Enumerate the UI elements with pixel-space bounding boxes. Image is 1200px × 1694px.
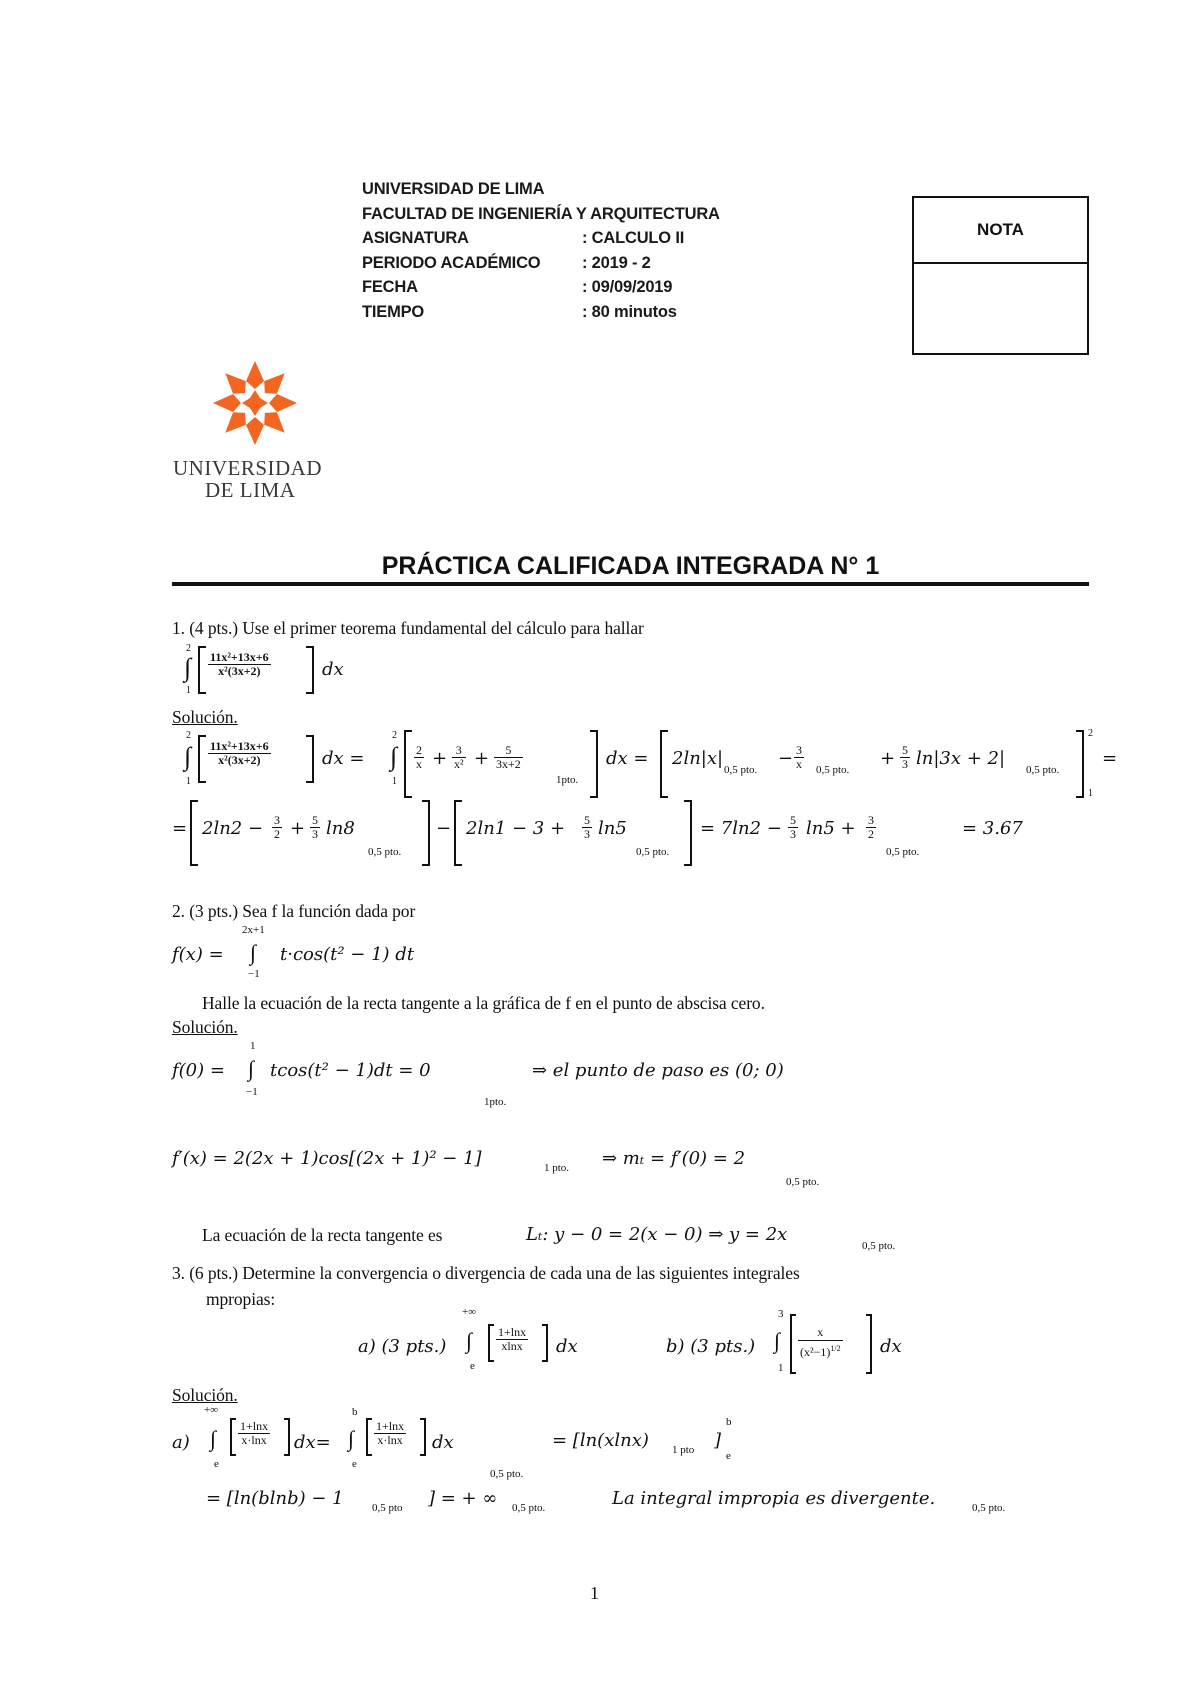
title-rule xyxy=(172,582,1089,586)
q2-f0-line: 1 f(0) = ∫ −1 tcos(t² − 1)dt = 0 1pto. ⇒ el punto de paso es (0; 0) xyxy=(172,1040,784,1108)
q2-tangent-intro: La ecuación de la recta tangente es xyxy=(202,1225,443,1245)
q2-task: Halle la ecuación de la recta tangente a la gráfica de f en el punto de abscisa cero. xyxy=(202,993,765,1013)
q2-lower-limit: −1 xyxy=(248,968,260,980)
q2-tangent-equation: Lₜ: y − 0 = 2(x − 0) ⇒ y = 2x xyxy=(526,1224,788,1245)
q2-derivative: f′(x) = 2(2x + 1)cos[(2x + 1)² − 1] xyxy=(172,1148,482,1169)
header-info xyxy=(362,177,720,325)
logo-line-2: DE LIMA xyxy=(205,478,296,502)
grade-box xyxy=(912,196,1089,355)
q2-tangent-line: La ecuación de la recta tangente es Lₜ: y − 0 = 2(x − 0) ⇒ y = 2x 0,5 pto. xyxy=(202,1224,896,1252)
q2-point-note: ⇒ el punto de paso es (0; 0) xyxy=(532,1060,784,1081)
logo-line-1: UNIVERSIDAD xyxy=(173,456,322,480)
q2-solution-label: Solución. xyxy=(172,1017,238,1037)
date-value: : 09/09/2019 xyxy=(582,278,673,297)
q3-statement-1: 3. (6 pts.) Determine la convergencia o divergencia de cada una de las siguientes integrales xyxy=(172,1263,800,1283)
time-label: TIEMPO xyxy=(362,302,425,321)
q3-solution-line-2: = [ln(blnb) − 1 0,5 pto ] = + ∞ 0,5 pto. La integral impropia es divergente. 0,5 pto. xyxy=(206,1488,1006,1514)
q3-solution-label: Solución. xyxy=(172,1385,238,1405)
q1-solution-line-2: = 2ln2 − $\frac{3}{2}$ + $\frac{5}{3}$ ln8 0,5 pto. − 2ln1 − 3 + $\frac{5}{3}$ ln5 0,5 pto. = 7ln2 − $\frac{5}{3}$ ln5 + $\frac{3}{2}$ 0,5 pto. = 3.67 xyxy=(172,800,1172,872)
q2-upper-limit: 2x+1 xyxy=(242,924,265,936)
time-value: : 80 minutos xyxy=(582,302,677,321)
q1-solution-line-1: 2 ∫ 1 $\frac{\text{11x²+13x+6}}{\text{x²(3x+2)}}$ dx = 2 ∫ 1 $\frac{2}{x}$ + $\frac{3}{\text{x²}}$ + $\frac{5}{3x+2}$ 1pto. dx = 2ln|x| 0,5 pto. − $\frac{3}{x}$ 0,5 pto. + $\frac{5}{3}$ ln|3x + 2| 0,5 pto. 2 1 = xyxy=(184,728,1118,799)
q1-numerator: 11x²+13x+6 xyxy=(210,650,269,664)
period-value: : 2019 - 2 xyxy=(582,253,651,272)
q3-a-denominator: xlnx xyxy=(501,1339,523,1353)
q1-solution-label: Solución. xyxy=(172,707,238,727)
faculty-name: FACULTAD DE INGENIERÍA Y ARQUITECTURA xyxy=(362,204,720,223)
q2-statement: 2. (3 pts.) Sea f la función dada por xyxy=(172,901,416,921)
q2-function-definition: 2x+1 f(x) = ∫ −1 t·cos(t² − 1) dt xyxy=(172,924,415,980)
q3-integrals: a) (3 pts.) +∞ ∫ e $\frac{1+\ln x}{xlnx}$ dx b) (3 pts.) 3 ∫ 1 $\frac{x}{(x^2-1)^{1/2}}$ dx xyxy=(358,1306,902,1374)
q3-b-numerator: x xyxy=(798,1324,843,1341)
page-number: 1 xyxy=(590,1583,599,1603)
date-label: FECHA xyxy=(362,278,418,297)
q3-a-numerator: 1+lnx xyxy=(498,1325,527,1339)
period-label: PERIODO ACADÉMICO xyxy=(362,253,541,272)
q3-statement-2: mpropias: xyxy=(206,1289,276,1309)
q1-denominator: x²(3x+2) xyxy=(218,664,261,678)
course-value: : CALCULO II xyxy=(582,229,685,248)
course-label: ASIGNATURA xyxy=(362,229,469,248)
q1-statement: 1. (4 pts.) Use el primer teorema fundamental del cálculo para hallar xyxy=(172,618,644,638)
exam-title: PRÁCTICA CALIFICADA INTEGRADA N° 1 xyxy=(381,552,880,580)
q3-solution-line-1: a) +∞ ∫ e $\frac{1+\ln x}{x\cdot\ln x}$ dx= b ∫ e $\frac{1+\ln x}{x\cdot\ln x}$ dx 0,5 pto. = [ln(xlnx) 1 pto ] b e xyxy=(172,1404,732,1480)
grade-box-label: NOTA xyxy=(914,198,1087,264)
university-logo-icon xyxy=(200,355,310,450)
q2-derivative-line: f′(x) = 2(2x + 1)cos[(2x + 1)² − 1] 1 pto. ⇒ mₜ = f′(0) = 2 0,5 pto. xyxy=(172,1148,820,1188)
q3-conclusion: La integral impropia es divergente. xyxy=(612,1488,936,1509)
logo-wordmark xyxy=(173,457,343,501)
q2-slope: ⇒ mₜ = f′(0) = 2 xyxy=(602,1148,746,1169)
q3-b-label: b) (3 pts.) xyxy=(666,1336,756,1357)
q3-a-label: a) (3 pts.) xyxy=(358,1336,447,1357)
university-name: UNIVERSIDAD DE LIMA xyxy=(362,180,545,198)
